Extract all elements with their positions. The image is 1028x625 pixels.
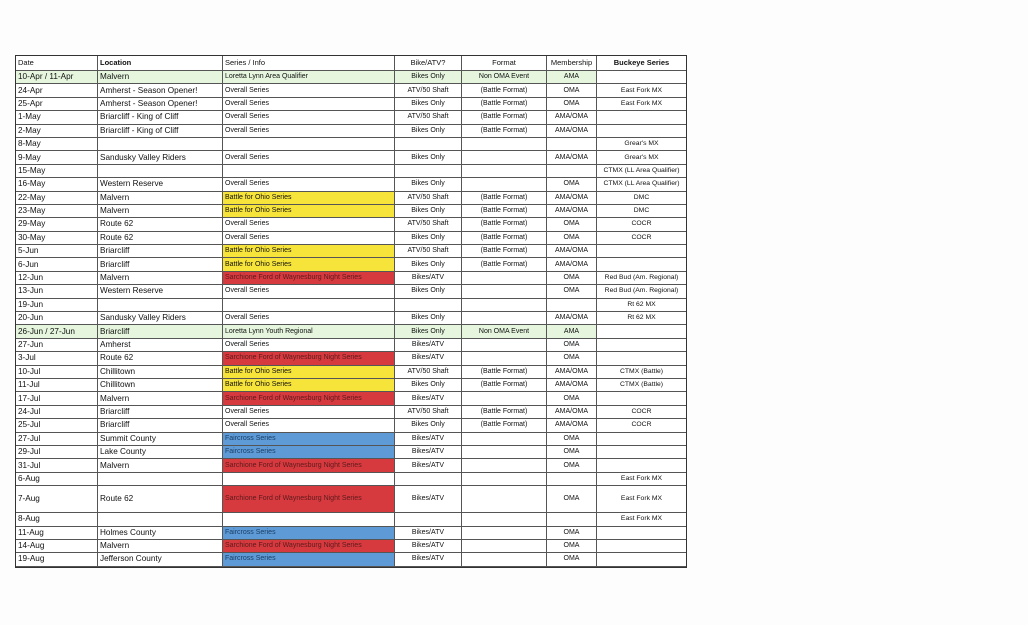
- cell-membership: AMA/OMA: [547, 245, 597, 257]
- cell-buckeye: [597, 433, 686, 445]
- cell-bike: Bikes Only: [395, 325, 462, 337]
- table-row: [16, 352, 686, 365]
- cell-bike: ATV/50 Shaft: [395, 84, 462, 96]
- cell-membership: AMA: [547, 325, 597, 337]
- table-row: [16, 473, 686, 486]
- table-row: [16, 486, 686, 513]
- cell-series: [223, 299, 395, 311]
- cell-location: [98, 473, 223, 485]
- cell-date: 13-Jun: [16, 285, 98, 297]
- table-row: [16, 325, 686, 338]
- header-format: Format: [462, 56, 547, 70]
- cell-series: Sarchione Ford of Waynesburg Night Series: [223, 392, 395, 404]
- cell-series: Overall Series: [223, 419, 395, 431]
- cell-bike: ATV/50 Shaft: [395, 245, 462, 257]
- cell-bike: [395, 299, 462, 311]
- cell-buckeye: [597, 446, 686, 458]
- cell-location: Briarcliff - King of Cliff: [98, 111, 223, 123]
- table-row: [16, 205, 686, 218]
- cell-series: Sarchione Ford of Waynesburg Night Series: [223, 352, 395, 364]
- cell-location: Briarcliff: [98, 245, 223, 257]
- cell-series: Battle for Ohio Series: [223, 245, 395, 257]
- cell-membership: AMA/OMA: [547, 111, 597, 123]
- cell-bike: Bikes Only: [395, 258, 462, 270]
- cell-membership: OMA: [547, 218, 597, 230]
- cell-buckeye: East Fork MX: [620, 86, 663, 94]
- cell-buckeye: East Fork MX: [620, 99, 663, 107]
- cell-buckeye: DMC: [633, 207, 650, 215]
- cell-bike: Bikes Only: [395, 312, 462, 324]
- cell-membership: OMA: [547, 433, 597, 445]
- cell-buckeye: East Fork MX: [620, 515, 663, 523]
- cell-bike: Bikes Only: [395, 419, 462, 431]
- cell-series: Overall Series: [223, 125, 395, 137]
- cell-membership: AMA: [547, 71, 597, 83]
- cell-date: 26-Jun / 27-Jun: [16, 325, 98, 337]
- cell-bike: ATV/50 Shaft: [395, 192, 462, 204]
- table-row: [16, 178, 686, 191]
- cell-series: Sarchione Ford of Waynesburg Night Series: [223, 459, 395, 471]
- cell-bike: Bikes Only: [395, 71, 462, 83]
- cell-membership: AMA/OMA: [547, 205, 597, 217]
- header-series: Series / Info: [223, 56, 395, 70]
- cell-series: Overall Series: [223, 312, 395, 324]
- table-row: [16, 513, 686, 526]
- cell-series: Faircross Series: [223, 527, 395, 539]
- cell-location: Route 62: [98, 486, 223, 512]
- cell-membership: [547, 473, 597, 485]
- cell-date: 12-Jun: [16, 272, 98, 284]
- table-row: [16, 285, 686, 298]
- cell-series: Overall Series: [223, 111, 395, 123]
- cell-location: Route 62: [98, 218, 223, 230]
- table-row: [16, 540, 686, 553]
- cell-date: 22-May: [16, 192, 98, 204]
- cell-membership: AMA/OMA: [547, 312, 597, 324]
- cell-location: Route 62: [98, 232, 223, 244]
- cell-membership: AMA/OMA: [547, 258, 597, 270]
- table-body: [16, 71, 686, 567]
- cell-buckeye: [597, 527, 686, 539]
- cell-series: Loretta Lynn Youth Regional: [223, 325, 395, 337]
- cell-date: 16-May: [16, 178, 98, 190]
- cell-format: [462, 299, 547, 311]
- cell-series: Overall Series: [223, 178, 395, 190]
- cell-buckeye: [597, 111, 686, 123]
- cell-bike: Bikes/ATV: [395, 446, 462, 458]
- table-row: [16, 192, 686, 205]
- cell-location: Route 62: [98, 352, 223, 364]
- cell-location: Amherst: [98, 339, 223, 351]
- cell-buckeye: Red Bud (Am. Regional): [604, 287, 679, 295]
- cell-bike: Bikes/ATV: [395, 486, 462, 512]
- cell-series: Battle for Ohio Series: [223, 205, 395, 217]
- cell-series: Faircross Series: [223, 446, 395, 458]
- cell-date: 30-May: [16, 232, 98, 244]
- cell-bike: Bikes Only: [395, 379, 462, 391]
- cell-format: [462, 165, 547, 177]
- cell-membership: [547, 513, 597, 525]
- cell-series: Battle for Ohio Series: [223, 192, 395, 204]
- cell-membership: OMA: [547, 527, 597, 539]
- cell-membership: AMA/OMA: [547, 151, 597, 163]
- cell-membership: OMA: [547, 232, 597, 244]
- cell-format: (Battle Format): [462, 98, 547, 110]
- cell-date: 25-Jul: [16, 419, 98, 431]
- table-row: [16, 419, 686, 432]
- cell-location: [98, 513, 223, 525]
- cell-date: 15-May: [16, 165, 98, 177]
- table-row: [16, 379, 686, 392]
- cell-format: [462, 151, 547, 163]
- cell-location: Lake County: [98, 446, 223, 458]
- table-row: [16, 98, 686, 111]
- cell-bike: Bikes Only: [395, 232, 462, 244]
- cell-format: (Battle Format): [462, 419, 547, 431]
- cell-buckeye: [597, 540, 686, 552]
- cell-membership: OMA: [547, 486, 597, 512]
- cell-bike: Bikes/ATV: [395, 540, 462, 552]
- cell-buckeye: COCR: [631, 233, 652, 241]
- table-row: [16, 71, 686, 84]
- cell-format: Non OMA Event: [462, 71, 547, 83]
- cell-membership: OMA: [547, 446, 597, 458]
- cell-buckeye: [597, 392, 686, 404]
- schedule-table: [15, 55, 687, 568]
- cell-buckeye: [597, 459, 686, 471]
- cell-buckeye: Red Bud (Am. Regional): [604, 274, 679, 282]
- cell-location: Amherst - Season Opener!: [98, 98, 223, 110]
- cell-format: [462, 285, 547, 297]
- cell-buckeye: CTMX (LL Area Qualifier): [603, 166, 680, 174]
- cell-buckeye: [597, 325, 686, 337]
- cell-date: 11-Aug: [16, 527, 98, 539]
- cell-location: [98, 299, 223, 311]
- cell-membership: OMA: [547, 459, 597, 471]
- cell-date: 29-Jul: [16, 446, 98, 458]
- cell-buckeye: [597, 553, 686, 565]
- cell-format: [462, 178, 547, 190]
- cell-date: 20-Jun: [16, 312, 98, 324]
- cell-buckeye: CTMX (Battle): [619, 367, 664, 375]
- cell-location: Malvern: [98, 205, 223, 217]
- cell-series: Loretta Lynn Area Qualifier: [223, 71, 395, 83]
- cell-membership: AMA/OMA: [547, 419, 597, 431]
- cell-series: Overall Series: [223, 98, 395, 110]
- cell-bike: ATV/50 Shaft: [395, 406, 462, 418]
- cell-buckeye: CTMX (Battle): [619, 381, 664, 389]
- cell-membership: OMA: [547, 339, 597, 351]
- table-row: [16, 339, 686, 352]
- cell-location: Chillitown: [98, 379, 223, 391]
- table-row: [16, 366, 686, 379]
- cell-membership: OMA: [547, 352, 597, 364]
- cell-location: Western Reserve: [98, 285, 223, 297]
- cell-buckeye: [597, 258, 686, 270]
- cell-buckeye: [597, 352, 686, 364]
- header-location: Location: [98, 56, 223, 70]
- cell-location: Briarcliff: [98, 406, 223, 418]
- cell-buckeye: Rt 62 MX: [627, 314, 656, 322]
- cell-series: [223, 165, 395, 177]
- cell-format: (Battle Format): [462, 111, 547, 123]
- cell-format: [462, 433, 547, 445]
- cell-series: [223, 138, 395, 150]
- cell-series: Overall Series: [223, 285, 395, 297]
- table-row: [16, 138, 686, 151]
- cell-format: [462, 486, 547, 512]
- cell-location: Malvern: [98, 192, 223, 204]
- cell-location: Malvern: [98, 540, 223, 552]
- cell-series: Sarchione Ford of Waynesburg Night Series: [223, 540, 395, 552]
- cell-bike: Bikes/ATV: [395, 553, 462, 565]
- table-row: [16, 125, 686, 138]
- cell-format: [462, 459, 547, 471]
- cell-series: Overall Series: [223, 339, 395, 351]
- cell-location: Jefferson County: [98, 553, 223, 565]
- cell-membership: AMA/OMA: [547, 379, 597, 391]
- table-row: [16, 312, 686, 325]
- cell-date: 24-Jul: [16, 406, 98, 418]
- cell-location: Malvern: [98, 71, 223, 83]
- cell-membership: OMA: [547, 178, 597, 190]
- cell-membership: [547, 138, 597, 150]
- cell-bike: Bikes/ATV: [395, 392, 462, 404]
- cell-location: Briarcliff - King of Cliff: [98, 125, 223, 137]
- cell-series: Sarchione Ford of Waynesburg Night Series: [223, 486, 395, 512]
- cell-bike: Bikes Only: [395, 205, 462, 217]
- cell-format: (Battle Format): [462, 232, 547, 244]
- cell-bike: Bikes/ATV: [395, 459, 462, 471]
- cell-buckeye: [597, 339, 686, 351]
- cell-series: [223, 513, 395, 525]
- cell-date: 27-Jun: [16, 339, 98, 351]
- table-row: [16, 258, 686, 271]
- cell-date: 9-May: [16, 151, 98, 163]
- cell-date: 2-May: [16, 125, 98, 137]
- table-row: [16, 406, 686, 419]
- cell-membership: OMA: [547, 84, 597, 96]
- cell-series: Battle for Ohio Series: [223, 258, 395, 270]
- cell-format: (Battle Format): [462, 125, 547, 137]
- table-row: [16, 446, 686, 459]
- cell-format: [462, 138, 547, 150]
- cell-date: 10-Apr / 11-Apr: [16, 71, 98, 83]
- cell-membership: OMA: [547, 285, 597, 297]
- header-membership: Membership: [547, 56, 597, 70]
- cell-series: Sarchione Ford of Waynesburg Night Series: [223, 272, 395, 284]
- table-row: [16, 553, 686, 566]
- cell-date: 17-Jul: [16, 392, 98, 404]
- cell-bike: Bikes/ATV: [395, 272, 462, 284]
- cell-bike: Bikes Only: [395, 178, 462, 190]
- cell-series: Faircross Series: [223, 433, 395, 445]
- cell-location: Briarcliff: [98, 325, 223, 337]
- cell-bike: Bikes/ATV: [395, 339, 462, 351]
- table-row: [16, 299, 686, 312]
- table-row: [16, 459, 686, 472]
- cell-membership: OMA: [547, 98, 597, 110]
- cell-format: [462, 473, 547, 485]
- cell-date: 6-Aug: [16, 473, 98, 485]
- cell-format: (Battle Format): [462, 245, 547, 257]
- cell-bike: Bikes/ATV: [395, 433, 462, 445]
- cell-buckeye: DMC: [633, 193, 650, 201]
- cell-date: 24-Apr: [16, 84, 98, 96]
- cell-series: Overall Series: [223, 84, 395, 96]
- header-buckeye: Buckeye Series: [613, 58, 670, 67]
- table-row: [16, 165, 686, 178]
- cell-bike: Bikes/ATV: [395, 352, 462, 364]
- table-row: [16, 245, 686, 258]
- cell-membership: [547, 165, 597, 177]
- cell-format: (Battle Format): [462, 366, 547, 378]
- cell-buckeye: COCR: [631, 407, 652, 415]
- cell-date: 27-Jul: [16, 433, 98, 445]
- cell-series: Overall Series: [223, 232, 395, 244]
- cell-date: 3-Jul: [16, 352, 98, 364]
- cell-location: Malvern: [98, 272, 223, 284]
- table-row: [16, 232, 686, 245]
- cell-buckeye: Grear's MX: [624, 140, 659, 148]
- cell-date: 19-Aug: [16, 553, 98, 565]
- cell-bike: ATV/50 Shaft: [395, 366, 462, 378]
- cell-bike: [395, 138, 462, 150]
- cell-membership: OMA: [547, 392, 597, 404]
- cell-date: 10-Jul: [16, 366, 98, 378]
- cell-format: [462, 446, 547, 458]
- table-row: [16, 218, 686, 231]
- cell-format: [462, 352, 547, 364]
- cell-date: 14-Aug: [16, 540, 98, 552]
- cell-bike: [395, 473, 462, 485]
- cell-buckeye: [597, 245, 686, 257]
- cell-location: Briarcliff: [98, 258, 223, 270]
- cell-membership: OMA: [547, 553, 597, 565]
- cell-location: Chillitown: [98, 366, 223, 378]
- cell-membership: [547, 299, 597, 311]
- cell-buckeye: Grear's MX: [624, 153, 659, 161]
- table-header-row: [16, 56, 686, 71]
- table-row: [16, 84, 686, 97]
- cell-series: Overall Series: [223, 151, 395, 163]
- table-row: [16, 111, 686, 124]
- cell-membership: AMA/OMA: [547, 125, 597, 137]
- cell-series: Faircross Series: [223, 553, 395, 565]
- cell-bike: ATV/50 Shaft: [395, 218, 462, 230]
- cell-date: 25-Apr: [16, 98, 98, 110]
- cell-date: 19-Jun: [16, 299, 98, 311]
- cell-date: 23-May: [16, 205, 98, 217]
- cell-format: Non OMA Event: [462, 325, 547, 337]
- cell-location: Malvern: [98, 459, 223, 471]
- cell-date: 29-May: [16, 218, 98, 230]
- table-row: [16, 433, 686, 446]
- cell-location: [98, 165, 223, 177]
- cell-date: 31-Jul: [16, 459, 98, 471]
- cell-buckeye: Rt 62 MX: [627, 300, 656, 308]
- cell-series: [223, 473, 395, 485]
- cell-bike: Bikes Only: [395, 125, 462, 137]
- header-bike: Bike/ATV?: [395, 56, 462, 70]
- cell-location: Summit County: [98, 433, 223, 445]
- cell-membership: AMA/OMA: [547, 192, 597, 204]
- cell-bike: Bikes Only: [395, 285, 462, 297]
- cell-bike: ATV/50 Shaft: [395, 111, 462, 123]
- cell-date: 11-Jul: [16, 379, 98, 391]
- cell-date: 1-May: [16, 111, 98, 123]
- cell-buckeye: [597, 71, 686, 83]
- cell-buckeye: [597, 125, 686, 137]
- cell-location: [98, 138, 223, 150]
- cell-series: Overall Series: [223, 218, 395, 230]
- table-row: [16, 272, 686, 285]
- cell-bike: [395, 513, 462, 525]
- cell-buckeye: East Fork MX: [620, 474, 663, 482]
- cell-format: (Battle Format): [462, 84, 547, 96]
- cell-location: Sandusky Valley Riders: [98, 151, 223, 163]
- cell-buckeye: COCR: [631, 421, 652, 429]
- cell-date: 6-Jun: [16, 258, 98, 270]
- cell-format: (Battle Format): [462, 205, 547, 217]
- cell-bike: Bikes Only: [395, 98, 462, 110]
- cell-bike: [395, 165, 462, 177]
- cell-location: Sandusky Valley Riders: [98, 312, 223, 324]
- cell-date: 7-Aug: [16, 486, 98, 512]
- cell-date: 5-Jun: [16, 245, 98, 257]
- cell-format: [462, 513, 547, 525]
- cell-format: [462, 392, 547, 404]
- cell-series: Battle for Ohio Series: [223, 366, 395, 378]
- cell-format: (Battle Format): [462, 218, 547, 230]
- cell-buckeye: COCR: [631, 220, 652, 228]
- cell-format: [462, 339, 547, 351]
- cell-format: [462, 553, 547, 565]
- cell-format: [462, 527, 547, 539]
- cell-location: Western Reserve: [98, 178, 223, 190]
- cell-format: (Battle Format): [462, 192, 547, 204]
- cell-location: Briarcliff: [98, 419, 223, 431]
- cell-bike: Bikes Only: [395, 151, 462, 163]
- cell-format: [462, 312, 547, 324]
- table-row: [16, 527, 686, 540]
- cell-date: 8-May: [16, 138, 98, 150]
- cell-membership: OMA: [547, 272, 597, 284]
- cell-membership: OMA: [547, 540, 597, 552]
- cell-series: Overall Series: [223, 406, 395, 418]
- header-date: Date: [16, 56, 98, 70]
- cell-buckeye: CTMX (LL Area Qualifier): [603, 180, 680, 188]
- cell-buckeye: East Fork MX: [620, 495, 663, 503]
- cell-format: (Battle Format): [462, 406, 547, 418]
- cell-format: [462, 272, 547, 284]
- table-row: [16, 392, 686, 405]
- cell-series: Battle for Ohio Series: [223, 379, 395, 391]
- cell-membership: AMA/OMA: [547, 406, 597, 418]
- cell-date: 8-Aug: [16, 513, 98, 525]
- cell-location: Holmes County: [98, 527, 223, 539]
- table-row: [16, 151, 686, 164]
- cell-bike: Bikes/ATV: [395, 527, 462, 539]
- cell-location: Malvern: [98, 392, 223, 404]
- cell-location: Amherst - Season Opener!: [98, 84, 223, 96]
- cell-format: (Battle Format): [462, 258, 547, 270]
- cell-format: [462, 540, 547, 552]
- cell-format: (Battle Format): [462, 379, 547, 391]
- cell-membership: AMA/OMA: [547, 366, 597, 378]
